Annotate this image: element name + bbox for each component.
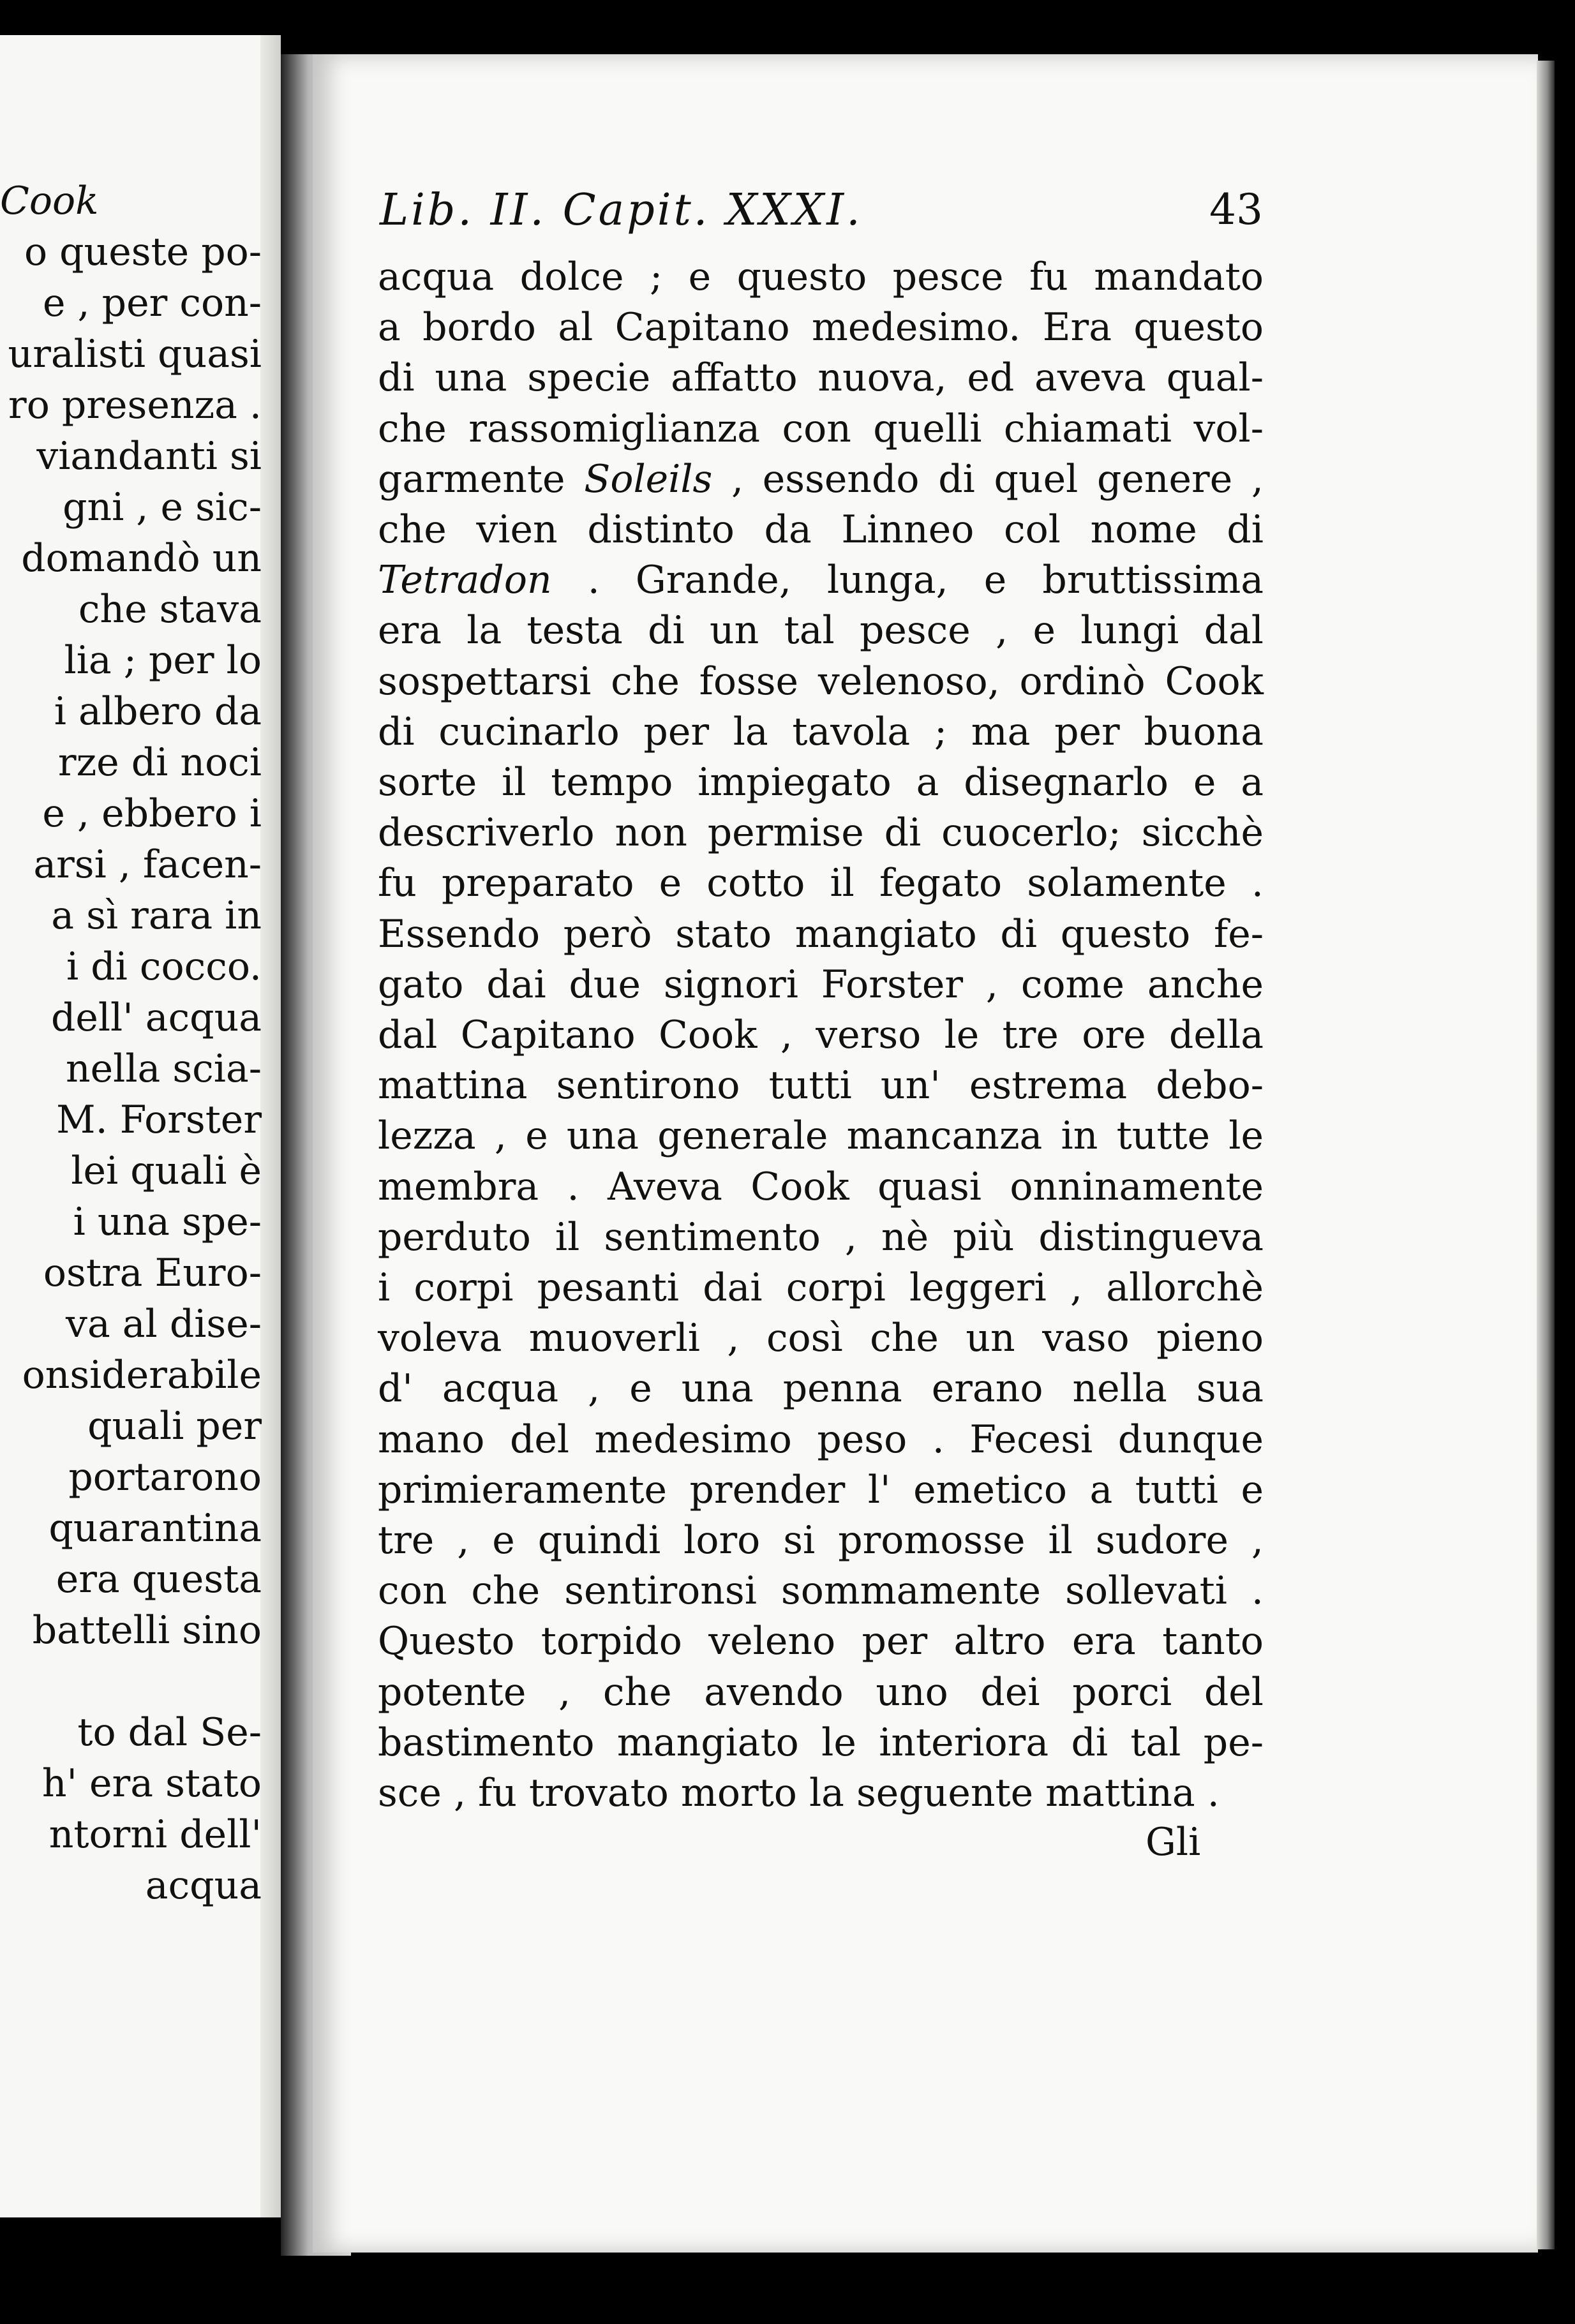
previous-page-line: quali per <box>87 1404 262 1449</box>
previous-page-line: h' era stato <box>41 1761 262 1806</box>
previous-page-line: o queste po- <box>24 230 262 274</box>
page-number: 43 <box>1209 185 1263 234</box>
previous-page-line: portarono <box>68 1455 262 1500</box>
running-head: Lib. II. Capit. XXXI. <box>380 185 863 235</box>
body-line: che vien distinto da Linneo col nome di <box>378 507 1264 552</box>
catchword: Gli <box>1146 1820 1201 1865</box>
previous-page-line: domandò un <box>21 536 262 581</box>
body-line: che rassomiglianza con quelli chiamati vol- <box>378 406 1264 451</box>
previous-page-line: viandanti si <box>36 434 262 479</box>
body-line: con che sentironsi sommamente sollevati . <box>378 1568 1264 1614</box>
body-line: membra . Aveva Cook quasi onninamente <box>378 1164 1264 1209</box>
previous-page-line: gni , e sic- <box>63 485 262 530</box>
body-line: mano del medesimo peso . Fecesi dunque <box>378 1417 1264 1462</box>
body-line: Tetradon . Grande, lunga, e bruttissima <box>378 558 1264 603</box>
previous-page-line: battelli sino <box>32 1608 262 1653</box>
body-line: mattina sentirono tutti un' estrema debo- <box>378 1063 1264 1108</box>
body-line: potente , che avendo uno dei porci del <box>378 1669 1264 1715</box>
previous-page-line: e , per con- <box>42 281 262 325</box>
previous-page-line: i di cocco. <box>66 944 262 989</box>
previous-page-line: lia ; per lo <box>64 638 262 683</box>
body-line: sospettarsi che fosse velenoso, ordinò Cook <box>378 659 1264 704</box>
body-line: descriverlo non permise di cuocerlo; sicchè <box>378 810 1264 856</box>
body-line: d' acqua , e una penna erano nella sua <box>378 1366 1264 1412</box>
previous-page-line: lei quali è <box>71 1149 262 1193</box>
previous-page-line: ro presenza . <box>8 383 262 428</box>
previous-page-line: to dal Se- <box>77 1710 262 1755</box>
body-line: Essendo però stato mangiato di questo fe- <box>378 911 1264 957</box>
previous-page-line: ostra Euro- <box>43 1251 262 1295</box>
body-line: perduto il sentimento , nè più distingueva <box>378 1214 1264 1260</box>
body-line: garmente Soleils , essendo di quel genere , <box>378 456 1264 502</box>
body-line: i corpi pesanti dai corpi leggeri , allorchè <box>378 1265 1264 1310</box>
previous-page-line: i una spe- <box>73 1200 262 1244</box>
previous-page-line: uralisti quasi <box>8 332 262 376</box>
page-edge <box>1537 61 1555 2249</box>
previous-page-line: a sì rara in <box>51 893 262 938</box>
previous-page-line: i albero da <box>54 689 262 734</box>
body-line: a bordo al Capitano medesimo. Era questo <box>378 305 1264 350</box>
body-line: dal Capitano Cook , verso le tre ore della <box>378 1013 1264 1057</box>
previous-page-line: M. Forster <box>56 1098 262 1142</box>
body-line: di cucinarlo per la tavola ; ma per buona <box>378 709 1264 754</box>
previous-page-line: arsi , facen- <box>33 842 262 887</box>
body-line: di una specie affatto nuova, ed aveva qual- <box>378 355 1264 401</box>
body-line: voleva muoverli , così che un vaso pieno <box>378 1316 1264 1361</box>
body-line: acqua dolce ; e questo pesce fu mandato <box>378 255 1264 299</box>
previous-page-line: va al dise- <box>66 1302 262 1346</box>
body-line: tre , e quindi loro si promosse il sudore , <box>378 1518 1264 1563</box>
previous-page-edge <box>260 35 281 2217</box>
body-line: sorte il tempo impiegato a disegnarlo e a <box>378 760 1264 805</box>
body-line: lezza , e una generale mancanza in tutte le <box>378 1114 1264 1159</box>
previous-page-line: rze di noci <box>57 740 262 785</box>
body-line: era la testa di un tal pesce , e lungi dal <box>378 608 1264 653</box>
previous-page-line: che stava <box>78 587 262 632</box>
body-line: bastimento mangiato le interiora di tal pe- <box>378 1720 1264 1765</box>
previous-page-line: e , ebbero i <box>42 791 262 836</box>
body-line: fu preparato e cotto il fegato solamente . <box>378 861 1264 906</box>
body-line: Questo torpido veleno per altro era tanto <box>378 1619 1264 1664</box>
previous-page-line: ntorni dell' <box>49 1812 262 1857</box>
previous-page-line: acqua <box>145 1863 262 1908</box>
body-line: gato dai due signori Forster , come anche <box>378 962 1264 1007</box>
body-line: sce , fu trovato morto la seguente mattina . <box>378 1771 1220 1815</box>
previous-page-line: onsiderabile <box>22 1353 262 1397</box>
previous-page-line: nella scia- <box>65 1047 262 1091</box>
previous-page-line: era questa <box>56 1557 262 1602</box>
previous-page-line: dell' acqua <box>50 995 262 1040</box>
previous-page-line: Cook <box>0 179 99 223</box>
previous-page-line: quarantina <box>49 1506 262 1551</box>
body-line: primieramente prender l' emetico a tutti e <box>378 1467 1264 1512</box>
